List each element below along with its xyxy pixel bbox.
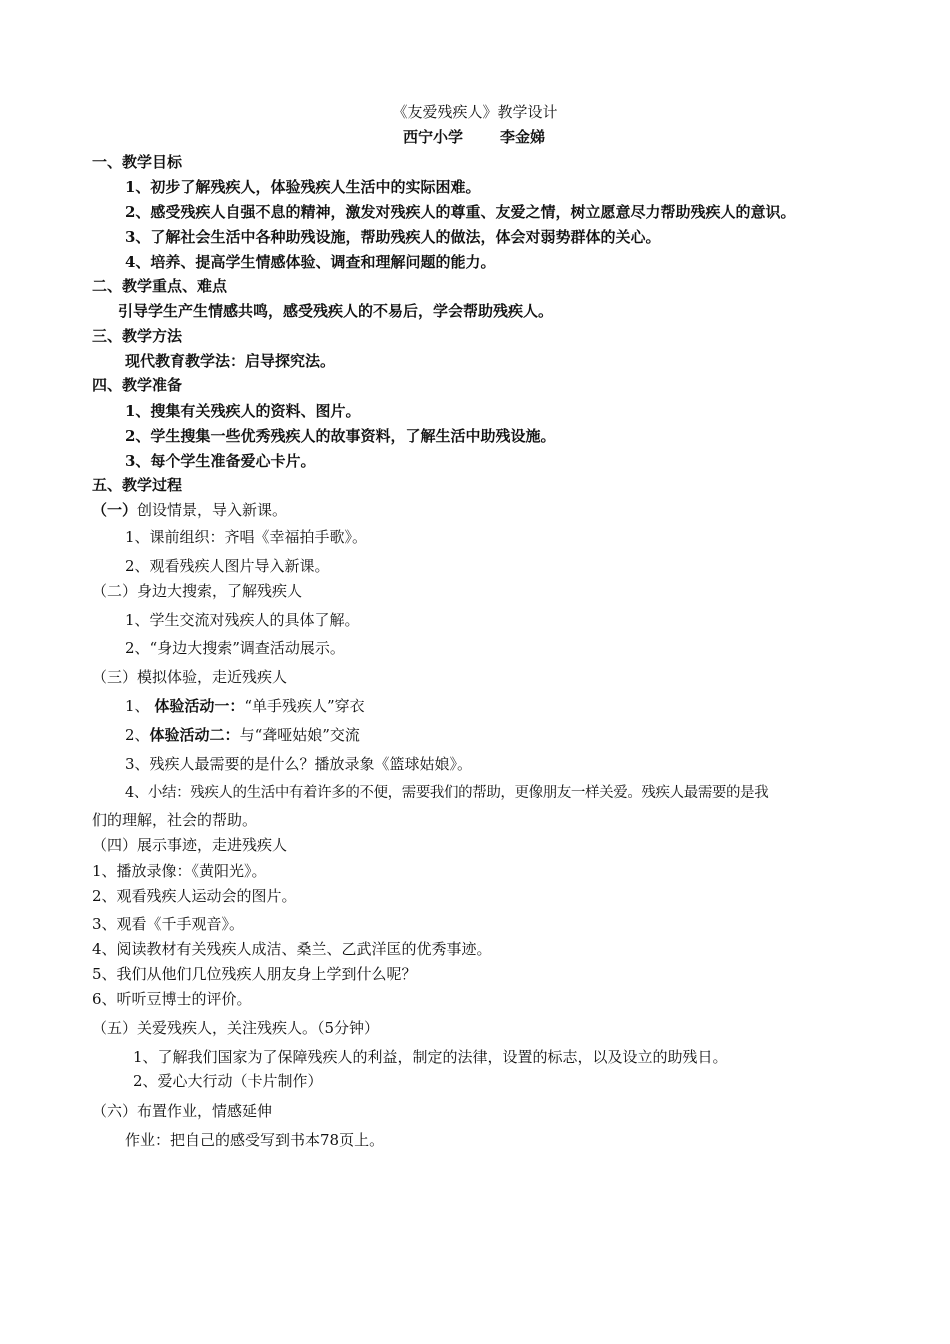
list-item: 1、课前组织：齐唱《幸福拍手歌》。	[125, 528, 368, 546]
section-heading: 二、教学重点、难点	[92, 277, 228, 295]
list-item: 3、每个学生准备爱心卡片。	[125, 452, 316, 470]
list-item: 1、学生交流对残疾人的具体了解。	[125, 611, 360, 629]
list-item: 2、观看残疾人图片导入新课。	[125, 557, 330, 575]
item-number: 1、	[125, 697, 150, 715]
section-heading: 四、教学准备	[92, 376, 183, 394]
list-item: 1、初步了解残疾人，体验残疾人生活中的实际困难。	[125, 178, 481, 196]
list-item: 1、了解我们国家为了保障残疾人的利益，制定的法律，设置的标志，以及设立的助残日。	[133, 1048, 728, 1066]
subsection-title: （四）展示事迹，走进残疾人	[92, 836, 288, 854]
document-title: 《友爱残疾人》教学设计	[392, 103, 558, 121]
subsection-title	[92, 501, 287, 519]
paragraph: 引导学生产生情感共鸣，感受残疾人的不易后，学会帮助残疾人。	[118, 302, 554, 320]
list-item: 1、搜集有关残疾人的资料、图片。	[125, 402, 361, 420]
list-item: 1、播放录像：《黄阳光》。	[92, 862, 267, 880]
list-item	[125, 726, 360, 744]
summary-line-1: 4、小结：残疾人的生活中有着许多的不便，需要我们的帮助，更像朋友一样关爱。残疾人最需要的是我	[125, 785, 769, 801]
list-item: 4、阅读教材有关残疾人成洁、桑兰、乙武洋匡的优秀事迹。	[92, 940, 492, 958]
section-heading: 三、教学方法	[92, 327, 183, 345]
section-heading: 一、教学目标	[92, 153, 183, 171]
subsection-prefix: （一）	[92, 501, 138, 519]
list-item: 3、残疾人最需要的是什么？播放录象《篮球姑娘》。	[125, 755, 473, 773]
list-item: 3、了解社会生活中各种助残设施，帮助残疾人的做法，体会对弱势群体的关心。	[125, 228, 661, 246]
subsection-title: （三）模拟体验，走近残疾人	[92, 668, 288, 686]
list-item: 4、培养、提高学生情感体验、调查和理解问题的能力。	[125, 253, 496, 271]
subsection-title: （二）身边大搜索，了解残疾人	[92, 582, 303, 600]
list-item: 3、观看《千手观音》。	[92, 915, 245, 933]
subsection-text: 创设情景，导入新课。	[137, 501, 288, 519]
subsection-title: （六）布置作业，情感延伸	[92, 1102, 273, 1120]
list-item: 2、观看残疾人运动会的图片。	[92, 887, 297, 905]
activity-text: 与“聋哑姑娘”交流	[239, 726, 360, 744]
paragraph: 现代教育教学法：启导探究法。	[125, 352, 336, 370]
item-number: 2、	[125, 726, 150, 744]
list-item: 2、“身边大搜索”调查活动展示。	[125, 639, 345, 657]
activity-label: 体验活动一：	[154, 697, 245, 715]
section-heading: 五、教学过程	[92, 476, 183, 494]
list-item	[125, 697, 365, 715]
summary-line-2: 们的理解，社会的帮助。	[92, 811, 258, 829]
activity-text: “单手残疾人”穿衣	[244, 697, 365, 715]
list-item: 2、学生搜集一些优秀残疾人的故事资料，了解生活中助残设施。	[125, 427, 556, 445]
paragraph: 作业：把自己的感受写到书本78页上。	[125, 1131, 385, 1149]
byline-author: 李金娣	[500, 128, 546, 146]
list-item: 6、听听豆博士的评价。	[92, 990, 252, 1008]
activity-label: 体验活动二：	[149, 726, 240, 744]
byline-school: 西宁小学	[403, 128, 464, 146]
subsection-title: （五）关爱残疾人，关注残疾人。（5分钟）	[92, 1019, 380, 1037]
list-item: 2、感受残疾人自强不息的精神，激发对残疾人的尊重、友爱之情，树立愿意尽力帮助残疾人的意识。	[125, 203, 796, 221]
list-item: 2、爱心大行动（卡片制作）	[133, 1072, 323, 1090]
list-item: 5、我们从他们几位残疾人朋友身上学到什么呢？	[92, 965, 417, 983]
